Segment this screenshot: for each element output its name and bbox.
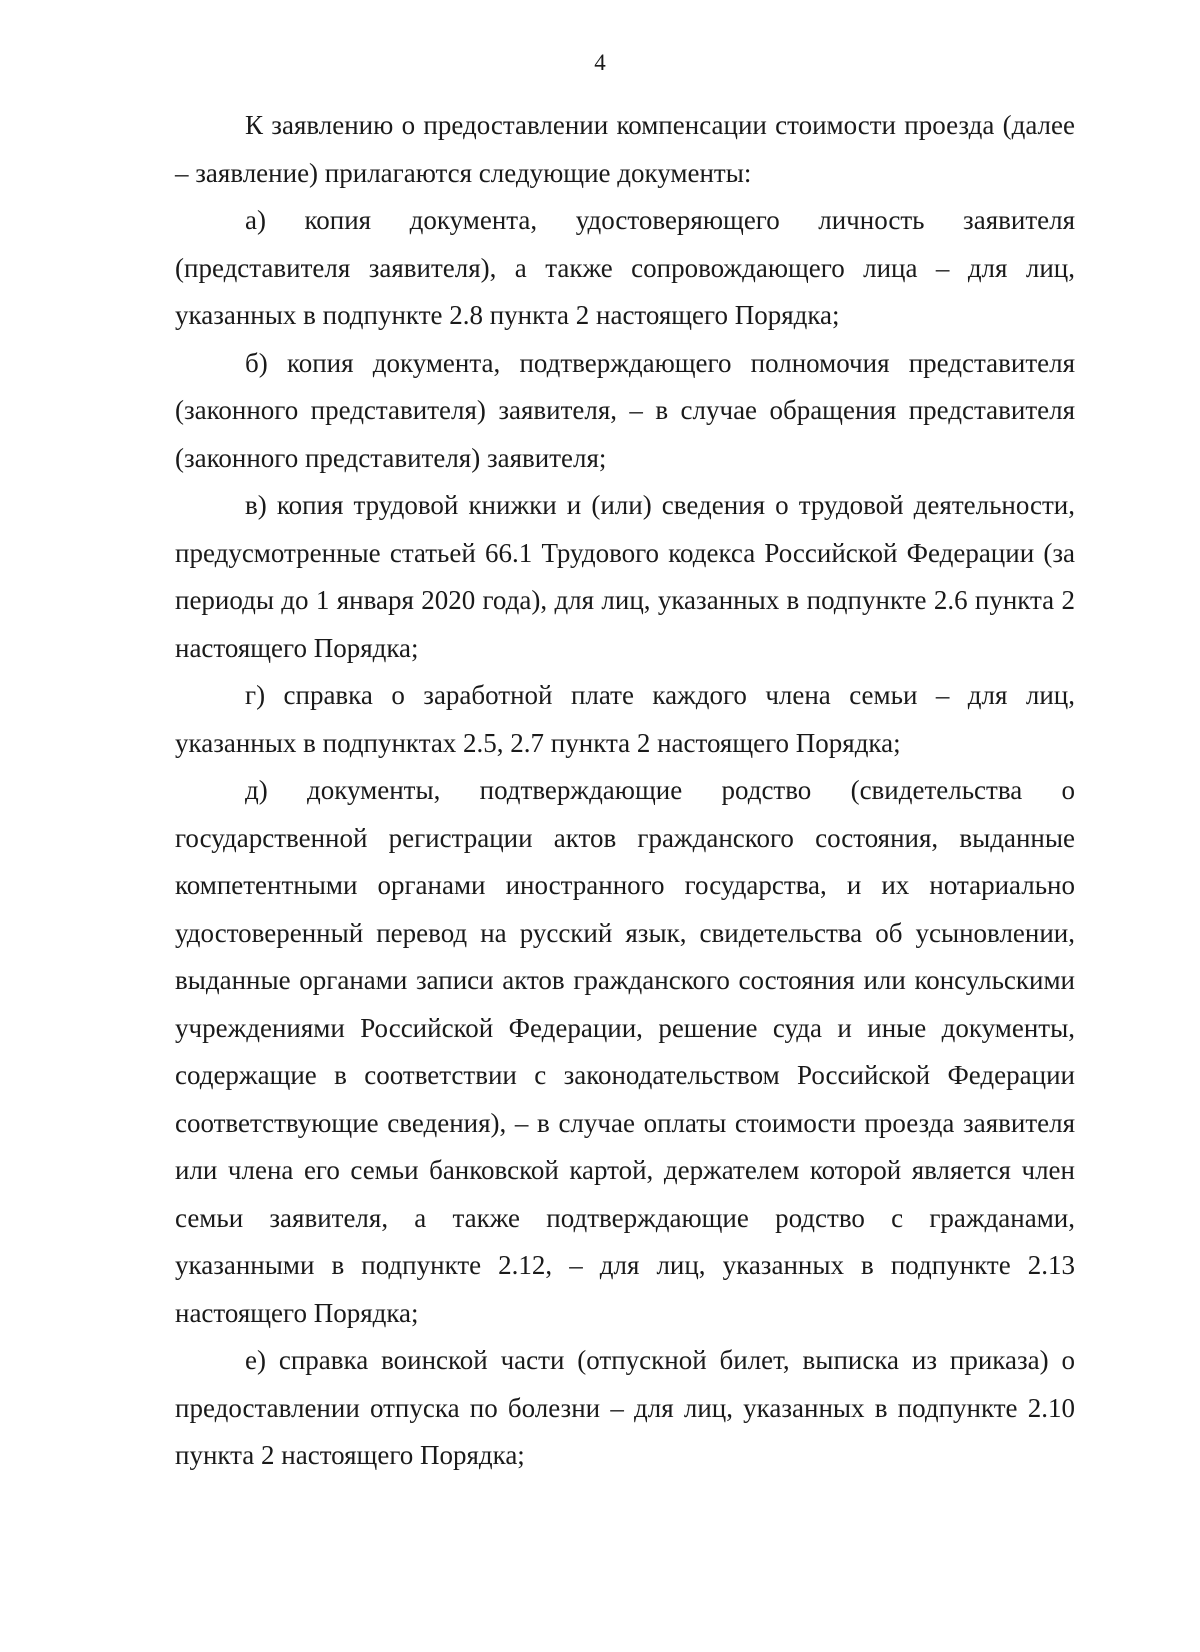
paragraph-intro: К заявлению о предоставлении компенсации стоимости проезда (далее – заявление) прилагаются следующие документы: xyxy=(175,110,1075,188)
paragraph-item-g: г) справка о заработной плате каждого члена семьи – для лиц, указанных в подпунктах 2.5, 2.7 пункта 2 настоящего Порядка; xyxy=(175,680,1075,758)
paragraph-item-d: д) документы, подтверждающие родство (свидетельства о государственной регистрации актов гражданского состояния, выданные компетентными органами иностранного государства, и их нотариально удостоверенный перевод на русский язык, свидетельства об усыновлении, выданные органами записи актов гражданского состояния или консульскими учреждениями Российской Федерации, решение суда и иные документы, содержащие в соответствии с законодательством Российской Федерации соответствующие сведения), – в случае оплаты стоимости проезда заявителя или члена его семьи банковской картой, держателем которой является член семьи заявителя, а также подтверждающие родство с гражданами, указанными в подпункте 2.12, – для лиц, указанных в подпункте 2.13 настоящего Порядка; xyxy=(175,775,1075,1328)
page-number: 4 xyxy=(594,50,606,75)
paragraph-item-a: а) копия документа, удостоверяющего личность заявителя (представителя заявителя), а также сопровождающего лица – для лиц, указанных в подпункте 2.8 пункта 2 настоящего Порядка; xyxy=(175,205,1075,330)
paragraph-item-v: в) копия трудовой книжки и (или) сведения о трудовой деятельности, предусмотренные статьей 66.1 Трудового кодекса Российской Федерации (за периоды до 1 января 2020 года), для лиц, указанных в подпункте 2.6 пункта 2 настоящего Порядка; xyxy=(175,490,1075,663)
document-body xyxy=(175,102,1075,1480)
paragraph-item-b: б) копия документа, подтверждающего полномочия представителя (законного представителя) заявителя, – в случае обращения представителя (законного представителя) заявителя; xyxy=(175,347,1075,473)
paragraph-item-e: е) справка воинской части (отпускной билет, выписка из приказа) о предоставлении отпуска по болезни – для лиц, указанных в подпункте 2.10 пункта 2 настоящего Порядка; xyxy=(175,1345,1075,1470)
